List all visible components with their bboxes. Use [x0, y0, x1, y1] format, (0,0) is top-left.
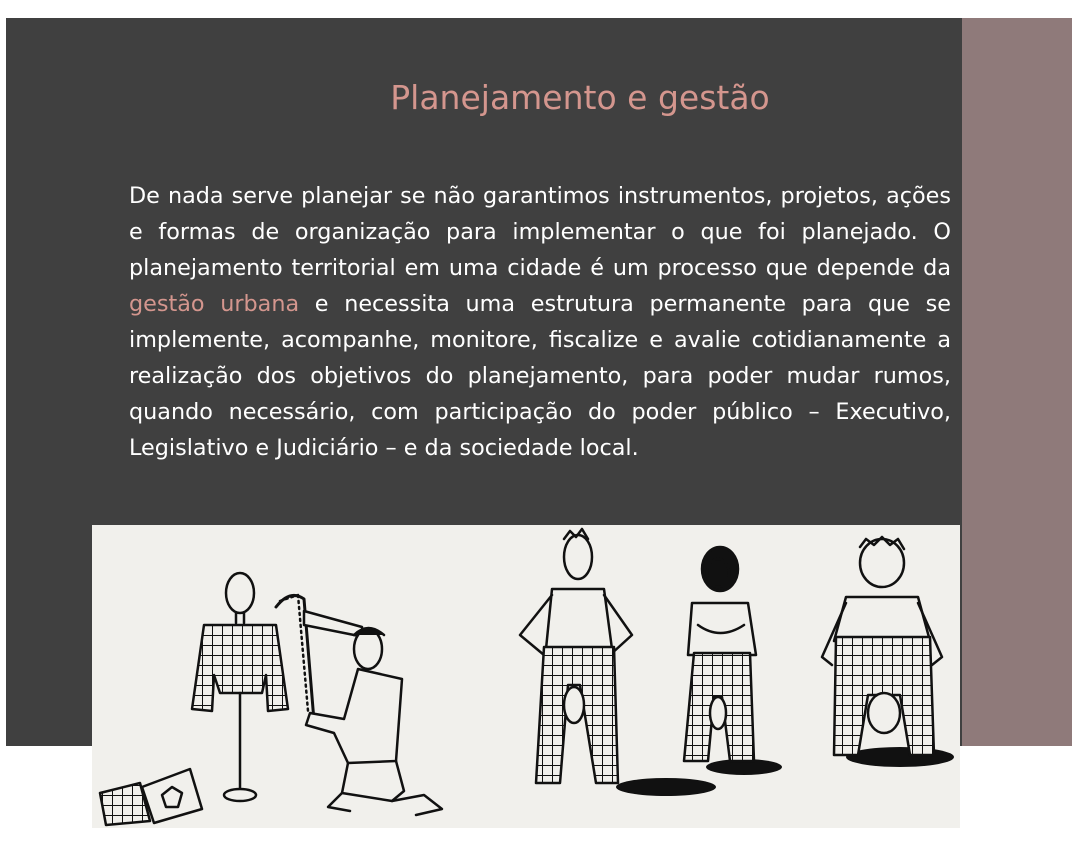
slide-title: Planejamento e gestão	[390, 78, 770, 117]
tailor	[276, 595, 442, 815]
side-accent-bar	[962, 18, 1072, 746]
tailor-illustration	[92, 525, 960, 828]
highlight-gestao-urbana: gestão urbana	[129, 291, 300, 317]
client-stout-man	[822, 537, 942, 755]
paragraph-text-end: e necessita uma estrutura permanente para que se implemente, acompanhe, monitore, fiscalize e avalie cotidianamente a realização dos objetivos do planejamento, para poder mudar rumos, quando necessário, com participação do poder público – Executivo, Legislativo e Judiciário – e da sociedade local.	[129, 291, 951, 461]
paragraph-text-start: De nada serve planejar se não garantimos instrumentos, projetos, ações e formas de organização para implementar o que foi planejado. O planejamento territorial em uma cidade é um processo que depende da	[129, 183, 951, 281]
tailor-drawing	[92, 525, 960, 828]
slide-paragraph	[129, 178, 951, 466]
client-woman	[684, 547, 756, 761]
mannequin	[192, 573, 288, 801]
client-thin-man	[520, 529, 632, 783]
sewing-pattern-paper	[100, 769, 202, 825]
